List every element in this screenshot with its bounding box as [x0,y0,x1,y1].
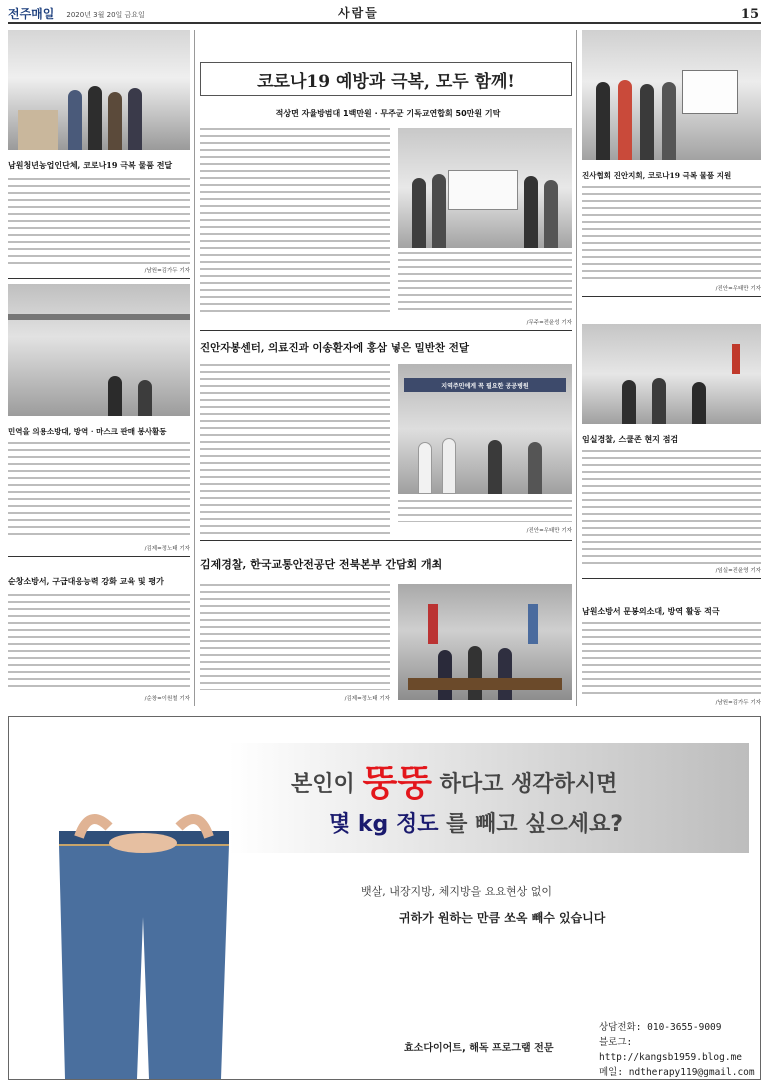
namwon-fire-title: 남원소방서 문봉의소대, 방역 활동 적극 [582,606,720,616]
ad-email: 메일: ndtherapy119@gmail.com [599,1067,755,1078]
jinan-red-photo [582,30,761,160]
jinan-center-body-right [398,500,572,522]
ad-line1-part-a: 본인이 [291,772,355,797]
sunchang-title: 순창소방서, 구급대응능력 강화 교육 및 평가 [8,576,164,586]
jeans-illustration-icon [39,807,239,1079]
namwon-fire-credit: /남원=김가두 기자 [715,700,761,706]
jinan-center-title: 진안자봉센터, 의료진과 이송환자에 홍삼 넣은 밀반찬 전달 [200,342,470,354]
main-article-credit: /무주=전윤성 기자 [526,320,572,326]
photo-banner-sign: 지역주민에게 꼭 필요한 공공병원 [404,378,566,392]
ad-headline-line2 [329,807,623,838]
gimje-body [200,584,390,690]
imsil-fire-title: 민역을 의용소방대, 방역 · 마스크 판매 봉사활동 [8,427,167,436]
divider [8,278,190,279]
main-article-subtitle: 적상면 자율방범대 1백만원 · 무주군 기독교연합회 50만원 기탁 [275,109,501,118]
ad-brand: 효소다이어트, 해독 프로그램 전문 [404,1043,554,1054]
namwon-farm-photo [8,30,190,150]
jinan-red-body [582,186,761,282]
ad-contact [599,1020,760,1080]
diet-advertisement [8,716,761,1080]
ad-line2-part-b: 를 빼고 싶으세요? [446,812,623,837]
divider [200,330,572,331]
imsil-fire-photo [8,284,190,416]
masthead [8,4,761,24]
gimje-title: 김제경찰, 한국교통안전공단 전북본부 간담회 개최 [200,558,443,571]
main-article-body-right [398,252,572,314]
column-divider [194,30,195,706]
imsil-spot-body [582,450,761,564]
sunchang-body [8,594,190,692]
issue-date: 2020년 3월 20일 금요일 [66,11,145,19]
ad-phone: 상담전화: 010-3655-9009 [599,1022,722,1033]
ad-line1-emphasis: 뚱뚱 [362,763,432,804]
namwon-fire-body [582,622,761,696]
page-number: 15 [740,7,759,22]
imsil-fire-credit: /김제=정노태 기자 [144,546,190,552]
divider [8,556,190,557]
main-article-photo [398,128,572,248]
main-article-title: 코로나19 예방과 극복, 모두 함께! [200,62,572,96]
gimje-photo [398,584,572,700]
ad-subline1: 뱃살, 내장지방, 체지방을 요요현상 없이 [361,885,552,898]
newspaper-name: 전주매일 [8,7,55,21]
main-article-body-left [200,128,390,314]
jinan-center-body [200,364,390,534]
divider [582,296,761,297]
section-title: 사람들 [338,6,379,20]
ad-line2-emphasis: 몇 kg 정도 [329,812,439,837]
imsil-spot-credit: /임실=진윤영 기자 [715,568,761,574]
jinan-center-credit: /진안=우태만 기자 [526,528,572,534]
jinan-red-title: 진사협회 진안지회, 코로나19 극복 물품 지원 [582,171,732,180]
ad-headline-line1 [291,755,617,806]
namwon-farm-body [8,178,190,266]
gimje-credit: /김제=정노태 기자 [344,696,390,702]
imsil-fire-body [8,442,190,540]
ad-blog: 블로그: http://kangsb1959.blog.me [599,1037,742,1063]
column-divider [576,30,577,706]
divider [582,578,761,579]
namwon-farm-credit: /남원=김가두 기자 [144,268,190,274]
divider [200,540,572,541]
jinan-center-photo [398,364,572,494]
imsil-spot-title: 임실경찰, 스쿨존 현지 점검 [582,434,679,444]
sunchang-credit: /순창=이원철 기자 [144,696,190,702]
ad-subline2: 귀하가 원하는 만큼 쏘옥 빼수 있습니다 [399,911,606,925]
ad-line1-part-b: 하다고 생각하시면 [439,772,618,797]
namwon-farm-title: 남원청년농업인단체, 코로나19 극복 물품 전달 [8,160,173,170]
jinan-red-credit: /진안=우태만 기자 [715,286,761,292]
imsil-spot-photo [582,324,761,424]
